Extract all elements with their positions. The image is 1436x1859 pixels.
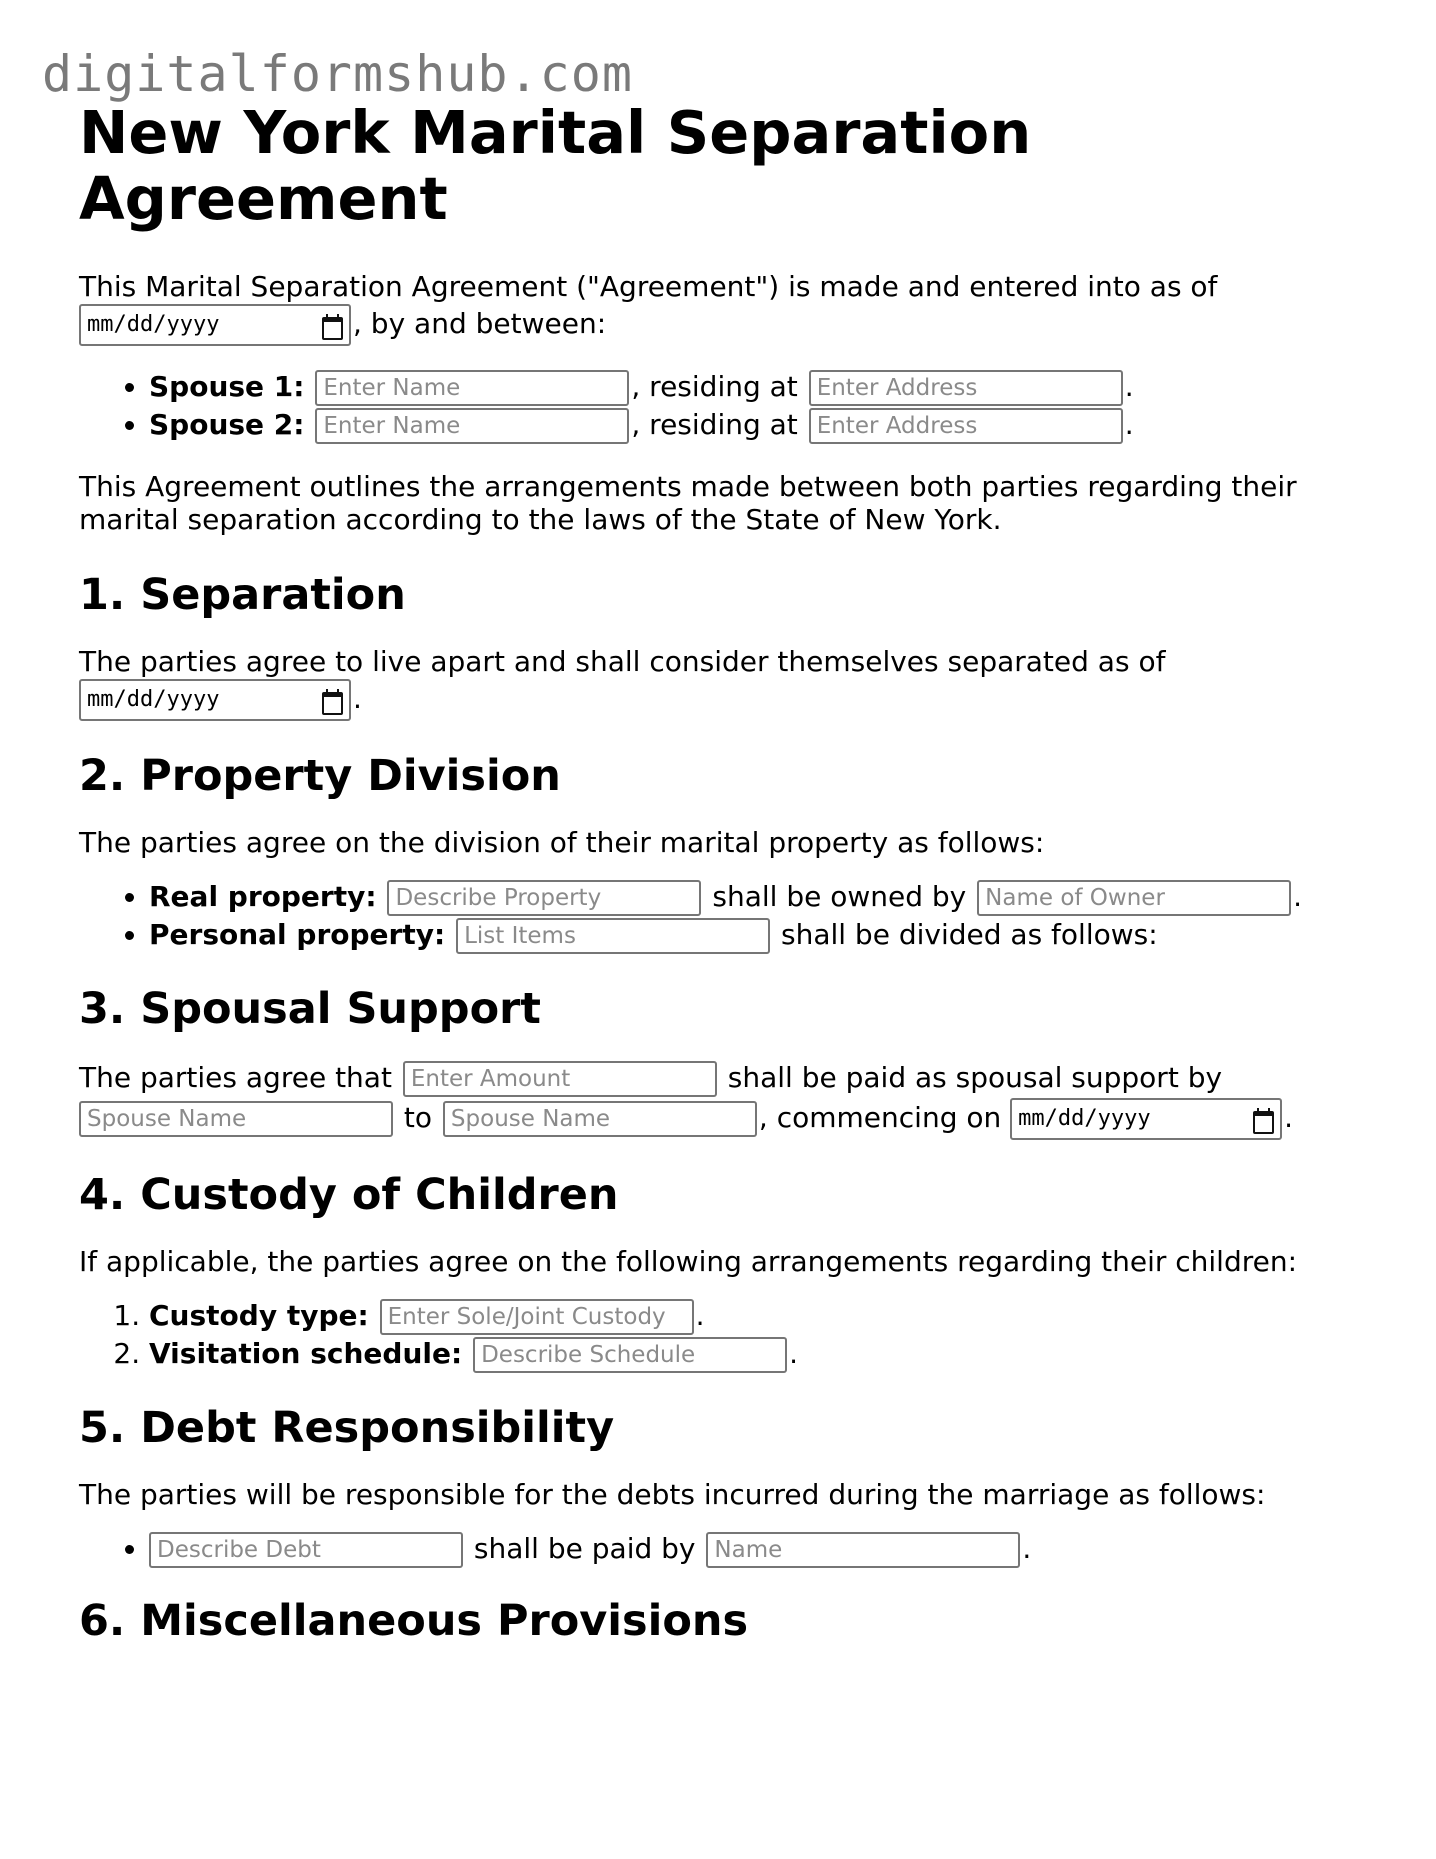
support-text-1: The parties agree that [79,1061,392,1094]
support-paragraph [79,1058,1359,1140]
visitation-end: . [789,1337,798,1370]
calendar-icon[interactable] [1252,1108,1274,1130]
debt-text: The parties will be responsible for the debts incurred during the marriage as follows: [79,1478,1266,1511]
support-heading: 3. Spousal Support [79,984,541,1034]
payer-spouse-input[interactable] [79,1101,393,1137]
property-list [79,878,1359,954]
to-text: to [403,1101,433,1134]
agreement-form [79,100,1359,1646]
custody-text: If applicable, the parties agree on the following arrangements regarding their children: [79,1245,1298,1278]
debt-payer-input[interactable] [706,1532,1020,1568]
personal-property-input[interactable] [456,918,770,954]
spouse-1-name-input[interactable] [315,370,629,406]
intro-text: This Marital Separation Agreement ("Agreement") is made and entered into as of [79,270,1218,303]
real-property-end: . [1293,880,1303,913]
separation-paragraph [79,645,1359,721]
spouse-1-address-input[interactable] [809,370,1123,406]
divided-text: shall be divided as follows: [780,918,1158,951]
custody-type-input[interactable] [380,1299,694,1335]
debt-heading: 5. Debt Responsibility [79,1403,615,1453]
custody-list [79,1297,1359,1373]
property-text: The parties agree on the division of their marital property as follows: [79,826,1045,859]
intro-after-date: , by and between: [353,307,607,340]
spouse-list [79,368,1359,444]
separation-end: . [353,682,362,715]
debt-item [149,1530,1359,1568]
support-text-2: shall be paid as spousal support by [727,1061,1223,1094]
custody-heading: 4. Custody of Children [79,1170,619,1220]
spouse-1-end: . [1124,370,1134,403]
separation-text: The parties agree to live apart and shall consider themselves separated as of [79,645,1166,678]
paid-by-text: shall be paid by [473,1532,696,1565]
debt-description-input[interactable] [149,1532,463,1568]
custody-type-end: . [695,1299,705,1332]
calendar-icon[interactable] [321,689,343,711]
personal-property-item [149,916,1359,954]
agreement-date-input[interactable] [79,304,351,346]
separation-date-input[interactable] [79,679,351,721]
custody-type-item [149,1297,1359,1335]
support-amount-input[interactable] [403,1061,717,1097]
outline-paragraph: This Agreement outlines the arrangements made between both parties regarding their marital separation according to the laws of the State of New York. [79,470,1297,536]
spouse-2-label: Spouse 2: [149,408,305,441]
visitation-input[interactable] [473,1337,787,1373]
support-date-input[interactable] [1010,1098,1282,1140]
real-property-item [149,878,1359,916]
spouse-2-item [149,406,1359,444]
personal-property-label: Personal property: [149,918,446,951]
intro-paragraph [79,270,1359,346]
spouse-1-item [149,368,1359,406]
page-title: New York Marital Separation Agreement [79,98,1032,233]
residing-text: , residing at [631,408,798,441]
spouse-2-end: . [1124,408,1134,441]
spouse-2-address-input[interactable] [809,408,1123,444]
residing-text: , residing at [631,370,798,403]
support-end: . [1284,1101,1294,1134]
date-placeholder: mm/dd/yyyy [1018,1106,1151,1131]
misc-heading: 6. Miscellaneous Provisions [79,1596,749,1646]
calendar-icon[interactable] [321,314,343,336]
visitation-item [149,1335,1359,1373]
owner-name-input[interactable] [977,880,1291,916]
owned-by-text: shall be owned by [712,880,967,913]
spouse-1-label: Spouse 1: [149,370,305,403]
debt-end: . [1022,1532,1032,1565]
real-property-input[interactable] [387,880,701,916]
watermark: digitalformshub.com [42,45,633,103]
date-placeholder: mm/dd/yyyy [87,687,220,712]
real-property-label: Real property: [149,880,377,913]
custody-type-label: Custody type: [149,1299,369,1332]
date-placeholder: mm/dd/yyyy [87,312,220,337]
spouse-2-name-input[interactable] [315,408,629,444]
commencing-text: , commencing on [758,1101,1002,1134]
property-heading: 2. Property Division [79,751,561,801]
payee-spouse-input[interactable] [443,1101,757,1137]
visitation-label: Visitation schedule: [149,1337,463,1370]
separation-heading: 1. Separation [79,570,406,620]
debt-list [79,1530,1359,1568]
